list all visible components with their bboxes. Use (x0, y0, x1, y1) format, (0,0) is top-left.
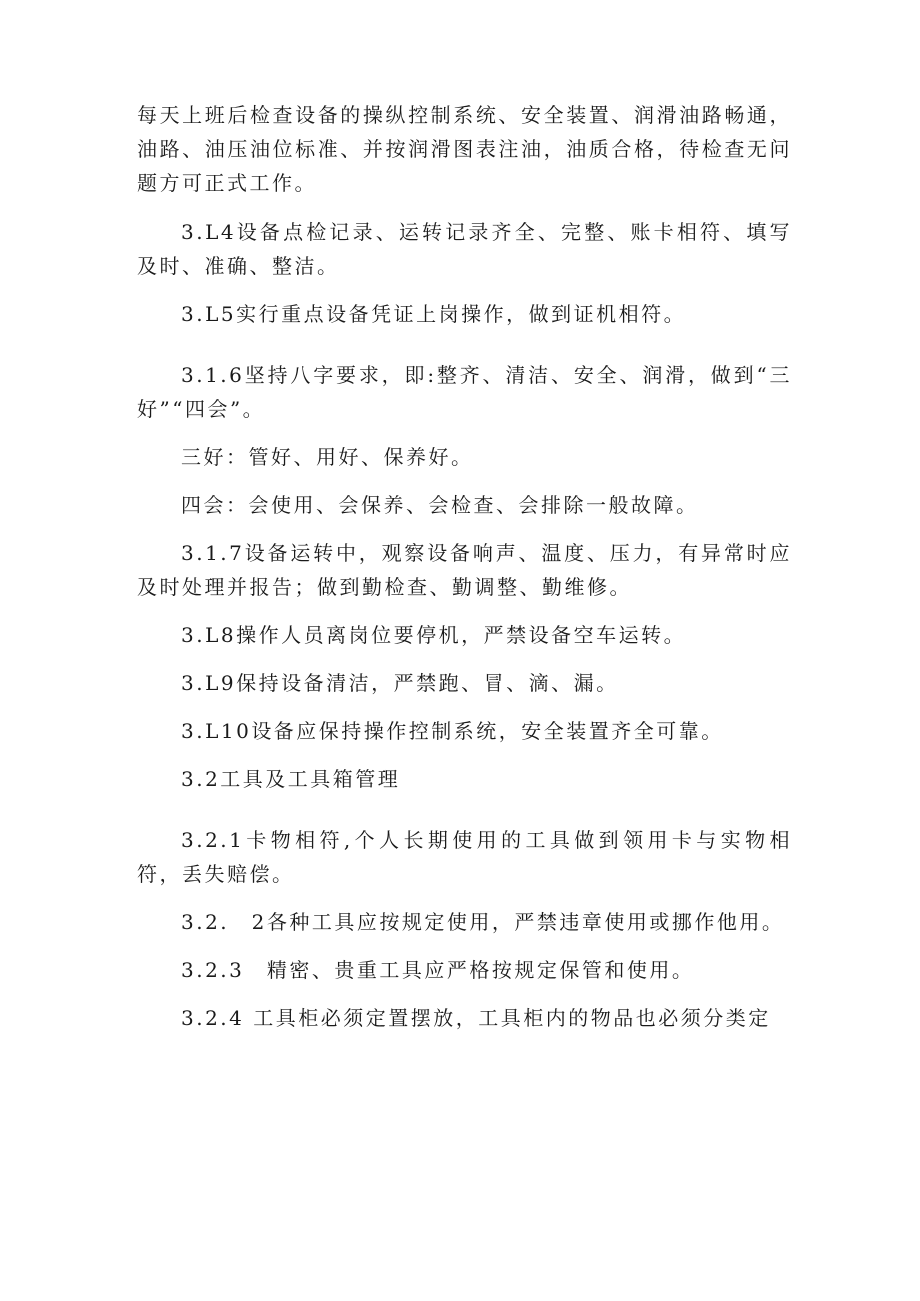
paragraph-3-1-5: 3.L5实行重点设备凭证上岗操作，做到证机相符。 (181, 302, 687, 326)
paragraph-3-1-9: 3.L9保持设备清洁，严禁跑、冒、滴、漏。 (181, 671, 619, 695)
paragraph-3-1-6: 3.1.6坚持八字要求，即:整齐、清洁、安全、润滑，做到“三好”“四会”。 (137, 363, 792, 421)
document-body (137, 98, 792, 1035)
paragraph-3-2-4: 3.2.4 工具柜必须定置摆放，工具柜内的物品也必须分类定 (181, 1006, 771, 1030)
paragraph-3-1-8: 3.L8操作人员离岗位要停机，严禁设备空车运转。 (181, 623, 687, 647)
paragraph-three-goods: 三好：管好、用好、保养好。 (181, 445, 474, 469)
paragraph-3-1-10: 3.L10设备应保持操作控制系统，安全装置齐全可靠。 (181, 719, 724, 743)
paragraph-3-2-2: 3.2. 2各种工具应按规定使用，严禁违章使用或挪作他用。 (181, 910, 785, 934)
paragraph-3-2-3: 3.2.3 精密、贵重工具应严格按规定保管和使用。 (181, 958, 695, 982)
paragraph-3-1-7: 3.1.7设备运转中，观察设备响声、温度、压力，有异常时应及时处理并报告；做到勤检查、勤调整、勤维修。 (137, 541, 792, 599)
paragraph-3-2-1: 3.2.1卡物相符,个人长期使用的工具做到领用卡与实物相符，丢失赔偿。 (137, 828, 792, 886)
paragraph-daily-inspection: 每天上班后检查设备的操纵控制系统、安全装置、润滑油路畅通，油路、油压油位标准、并按润滑图表注油，油质合格，待检查无问题方可正式工作。 (137, 103, 792, 195)
section-heading-3-2: 3.2工具及工具箱管理 (181, 767, 401, 791)
paragraph-four-skills: 四会：会使用、会保养、会检查、会排除一般故障。 (181, 493, 699, 517)
paragraph-3-1-4: 3.L4设备点检记录、运转记录齐全、完整、账卡相符、填写及时、准确、整洁。 (137, 220, 792, 278)
